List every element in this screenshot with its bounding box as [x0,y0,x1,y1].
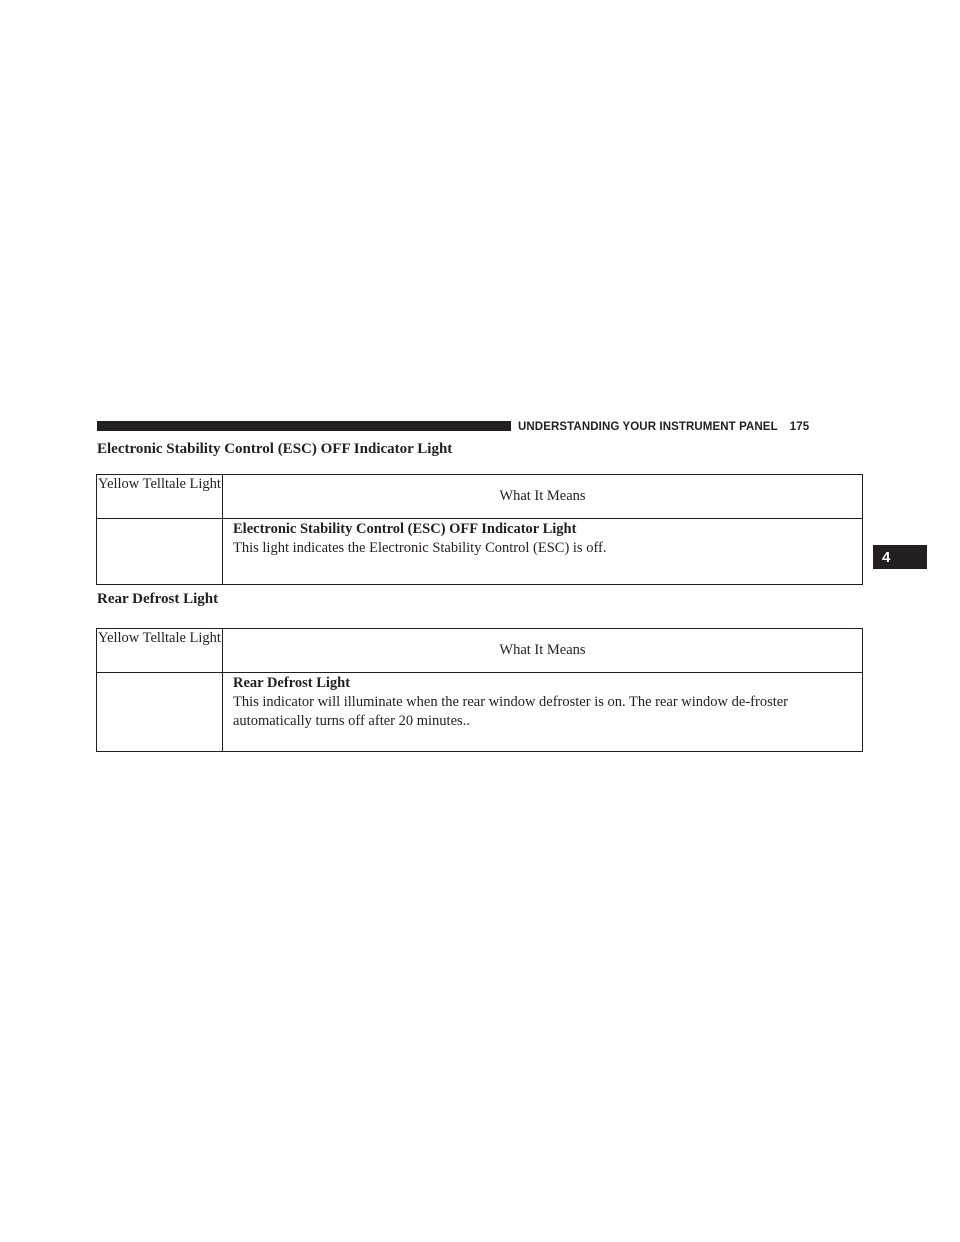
meaning-cell [223,519,863,585]
column-header-meaning: What It Means [223,475,863,519]
column-header-telltale: Yellow Telltale Light [97,629,223,673]
column-header-meaning: What It Means [223,629,863,673]
telltale-icon-cell [97,519,223,585]
light-name: Rear Defrost Light [233,675,351,691]
esc-off-table [96,474,863,585]
meaning-cell [223,673,863,752]
running-header [518,419,863,435]
table-header-row [97,629,863,673]
table-row [97,519,863,585]
header-rule [97,421,511,431]
chapter-title: UNDERSTANDING YOUR INSTRUMENT PANEL [518,421,778,433]
light-name: Electronic Stability Control (ESC) OFF Indicator Light [233,521,577,537]
light-description: This light indicates the Electronic Stability Control (ESC) is off. [233,540,607,556]
table-header-row [97,475,863,519]
light-description: This indicator will illuminate when the rear window defroster is on. The rear window de-froster automatically turns off after 20 minutes.. [233,694,789,729]
column-header-telltale: Yellow Telltale Light [97,475,223,519]
page-number: 175 [789,421,810,433]
table-row [97,673,863,752]
rear-defrost-table [96,628,863,752]
telltale-icon-cell [97,673,223,752]
section-heading-esc-off: Electronic Stability Control (ESC) OFF Indicator Light [97,441,453,457]
chapter-tab: 4 [873,545,927,569]
section-heading-rear-defrost: Rear Defrost Light [97,591,219,607]
